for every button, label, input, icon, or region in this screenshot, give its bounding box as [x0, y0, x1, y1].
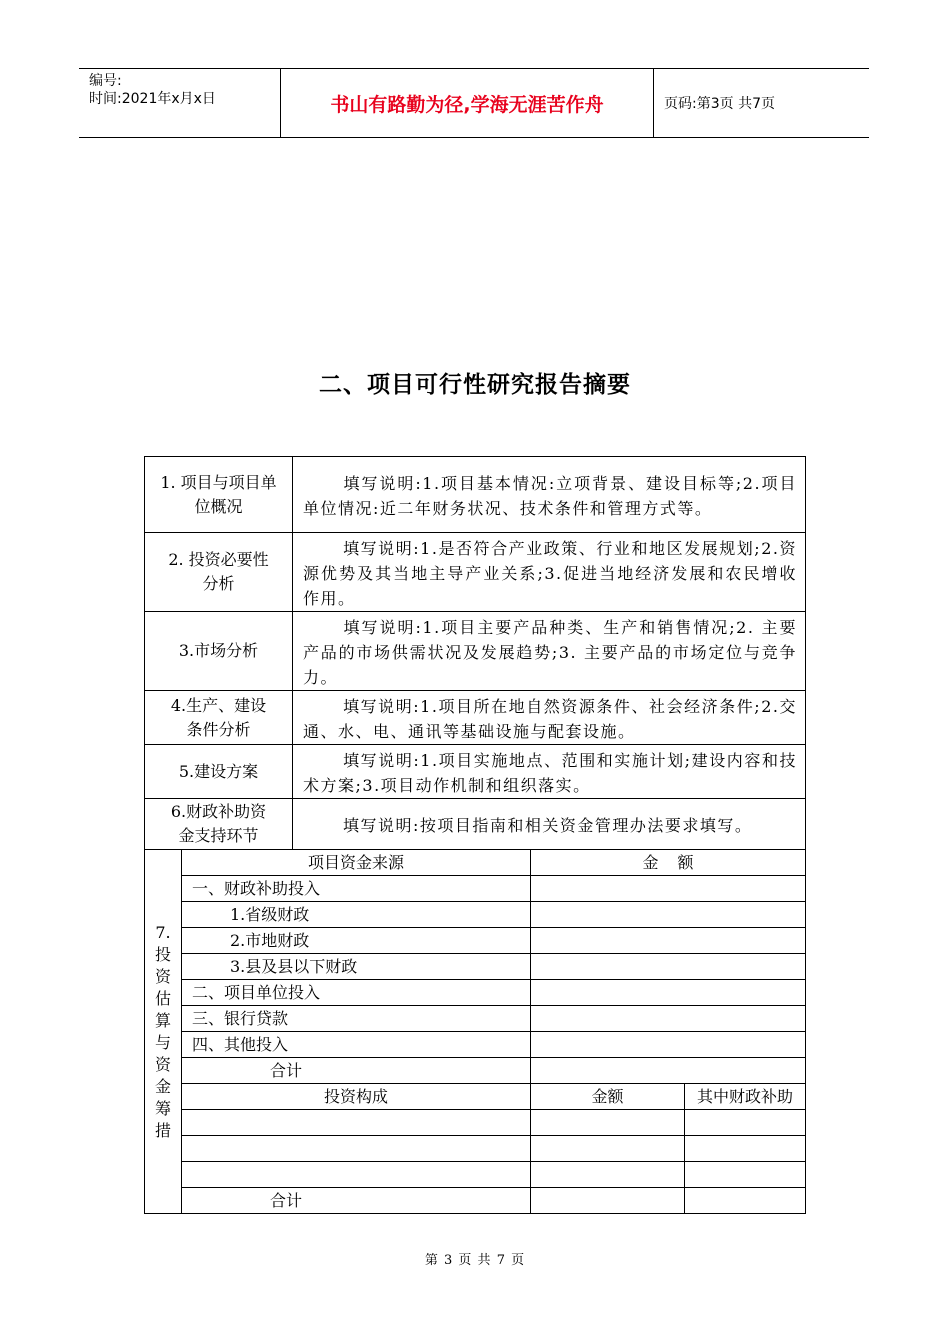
- section-row: [145, 533, 806, 612]
- header-motto: 书山有路勤为径,学海无涯苦作舟: [281, 69, 654, 137]
- funding-row: [145, 902, 806, 928]
- composition-amount-cell[interactable]: [531, 1162, 685, 1188]
- section-description: [293, 533, 806, 612]
- funding-source: 二、项目单位投入: [182, 980, 531, 1006]
- section-row: [145, 691, 806, 745]
- funding-source: 2.市地财政: [182, 928, 531, 954]
- funding-total-cell[interactable]: [531, 1058, 806, 1084]
- feasibility-summary-table: [144, 456, 806, 1214]
- funding-amount-cell[interactable]: [531, 902, 806, 928]
- funding-row: [145, 876, 806, 902]
- composition-total-row: [145, 1188, 806, 1214]
- composition-amount-cell[interactable]: [531, 1136, 685, 1162]
- funding-source: 3.县及县以下财政: [182, 954, 531, 980]
- composition-row: [145, 1110, 806, 1136]
- funding-source: 四、其他投入: [182, 1032, 531, 1058]
- finance-header-row: [145, 850, 806, 876]
- section-description-text: 填写说明:1.是否符合产业政策、行业和地区发展规划;2.资源优势及其当地主导产业关系;3.促进当地经济发展和农民增收作用。: [303, 539, 798, 608]
- section-label: 6.财政补助资金支持环节: [145, 799, 293, 850]
- funding-source: 1.省级财政: [182, 902, 531, 928]
- section-description-text: 填写说明:1.项目主要产品种类、生产和销售情况;2. 主要产品的市场供需状况及发展趋势;3. 主要产品的市场定位与竞争力。: [303, 618, 798, 687]
- date-text: 时间:2021年x月x日: [89, 91, 216, 107]
- vertical-char: 7.: [155, 922, 171, 942]
- section-description: [293, 745, 806, 799]
- section-description-text: 填写说明:1.项目实施地点、范围和实施计划;建设内容和技术方案;3.项目动作机制和组织落实。: [303, 751, 798, 795]
- section-description: [293, 691, 806, 745]
- funding-amount-cell[interactable]: [531, 928, 806, 954]
- section-label: 1. 项目与项目单位概况: [145, 457, 293, 533]
- funding-amount-cell[interactable]: [531, 1006, 806, 1032]
- composition-item-cell[interactable]: [182, 1110, 531, 1136]
- funding-source: 一、财政补助投入: [182, 876, 531, 902]
- funding-row: [145, 928, 806, 954]
- funding-row: [145, 980, 806, 1006]
- funding-amount-cell[interactable]: [531, 876, 806, 902]
- section-label: 2. 投资必要性分析: [145, 533, 293, 612]
- section-label: 4.生产、建设条件分析: [145, 691, 293, 745]
- vertical-char: 与: [154, 1032, 171, 1052]
- funding-source-header: 项目资金来源: [182, 850, 531, 876]
- composition-subsidy-cell[interactable]: [685, 1136, 806, 1162]
- section-row: [145, 457, 806, 533]
- section-description-text: 填写说明:按项目指南和相关资金管理办法要求填写。: [343, 816, 753, 835]
- composition-total-label: 合计: [182, 1188, 531, 1214]
- composition-amount-cell[interactable]: [531, 1110, 685, 1136]
- composition-header-row: [145, 1084, 806, 1110]
- vertical-char: 资: [154, 966, 171, 986]
- vertical-char: 投: [154, 944, 171, 964]
- vertical-char: 算: [154, 1010, 171, 1030]
- section-row: [145, 799, 806, 850]
- composition-item-cell[interactable]: [182, 1136, 531, 1162]
- section-description: [293, 799, 806, 850]
- funding-row: [145, 1032, 806, 1058]
- composition-total-subsidy-cell[interactable]: [685, 1188, 806, 1214]
- funding-total-row: [145, 1058, 806, 1084]
- vertical-char: 措: [154, 1120, 171, 1140]
- vertical-char: 金: [154, 1076, 171, 1096]
- funding-row: [145, 1006, 806, 1032]
- funding-amount-cell[interactable]: [531, 980, 806, 1006]
- composition-subsidy-cell[interactable]: [685, 1110, 806, 1136]
- page-header: [79, 68, 869, 138]
- funding-amount-cell[interactable]: [531, 1032, 806, 1058]
- funding-total-label: 合计: [182, 1058, 531, 1084]
- funding-source: 三、银行贷款: [182, 1006, 531, 1032]
- composition-row: [145, 1162, 806, 1188]
- subsidy-header: 其中财政补助: [685, 1084, 806, 1110]
- section-description-text: 填写说明:1.项目所在地自然资源条件、社会经济条件;2.交通、水、电、通讯等基础设施与配套设施。: [303, 697, 798, 741]
- funding-amount-header: 金 额: [531, 850, 806, 876]
- section-description-text: 填写说明:1.项目基本情况:立项背景、建设目标等;2.项目单位情况:近二年财务状况、技术条件和管理方式等。: [303, 474, 798, 518]
- composition-row: [145, 1136, 806, 1162]
- vertical-char: 筹: [154, 1098, 171, 1118]
- section-row: [145, 612, 806, 691]
- composition-header: 投资构成: [182, 1084, 531, 1110]
- page-title: 二、项目可行性研究报告摘要: [319, 372, 631, 398]
- funding-amount-cell[interactable]: [531, 954, 806, 980]
- serial-label: 编号:: [89, 73, 122, 89]
- composition-total-amount-cell[interactable]: [531, 1188, 685, 1214]
- vertical-char: 资: [154, 1054, 171, 1074]
- header-page-info: 页码:第3页 共7页: [664, 96, 775, 112]
- section-description: [293, 612, 806, 691]
- finance-section-label: [145, 850, 182, 1214]
- section-label: 3.市场分析: [145, 612, 293, 691]
- section-label: 5.建设方案: [145, 745, 293, 799]
- section-description: [293, 457, 806, 533]
- vertical-char: 估: [154, 988, 171, 1008]
- composition-subsidy-cell[interactable]: [685, 1162, 806, 1188]
- composition-item-cell[interactable]: [182, 1162, 531, 1188]
- composition-amount-header: 金额: [531, 1084, 685, 1110]
- section-row: [145, 745, 806, 799]
- page-footer: 第 3 页 共 7 页: [424, 1253, 526, 1268]
- header-meta: [79, 69, 281, 137]
- funding-row: [145, 954, 806, 980]
